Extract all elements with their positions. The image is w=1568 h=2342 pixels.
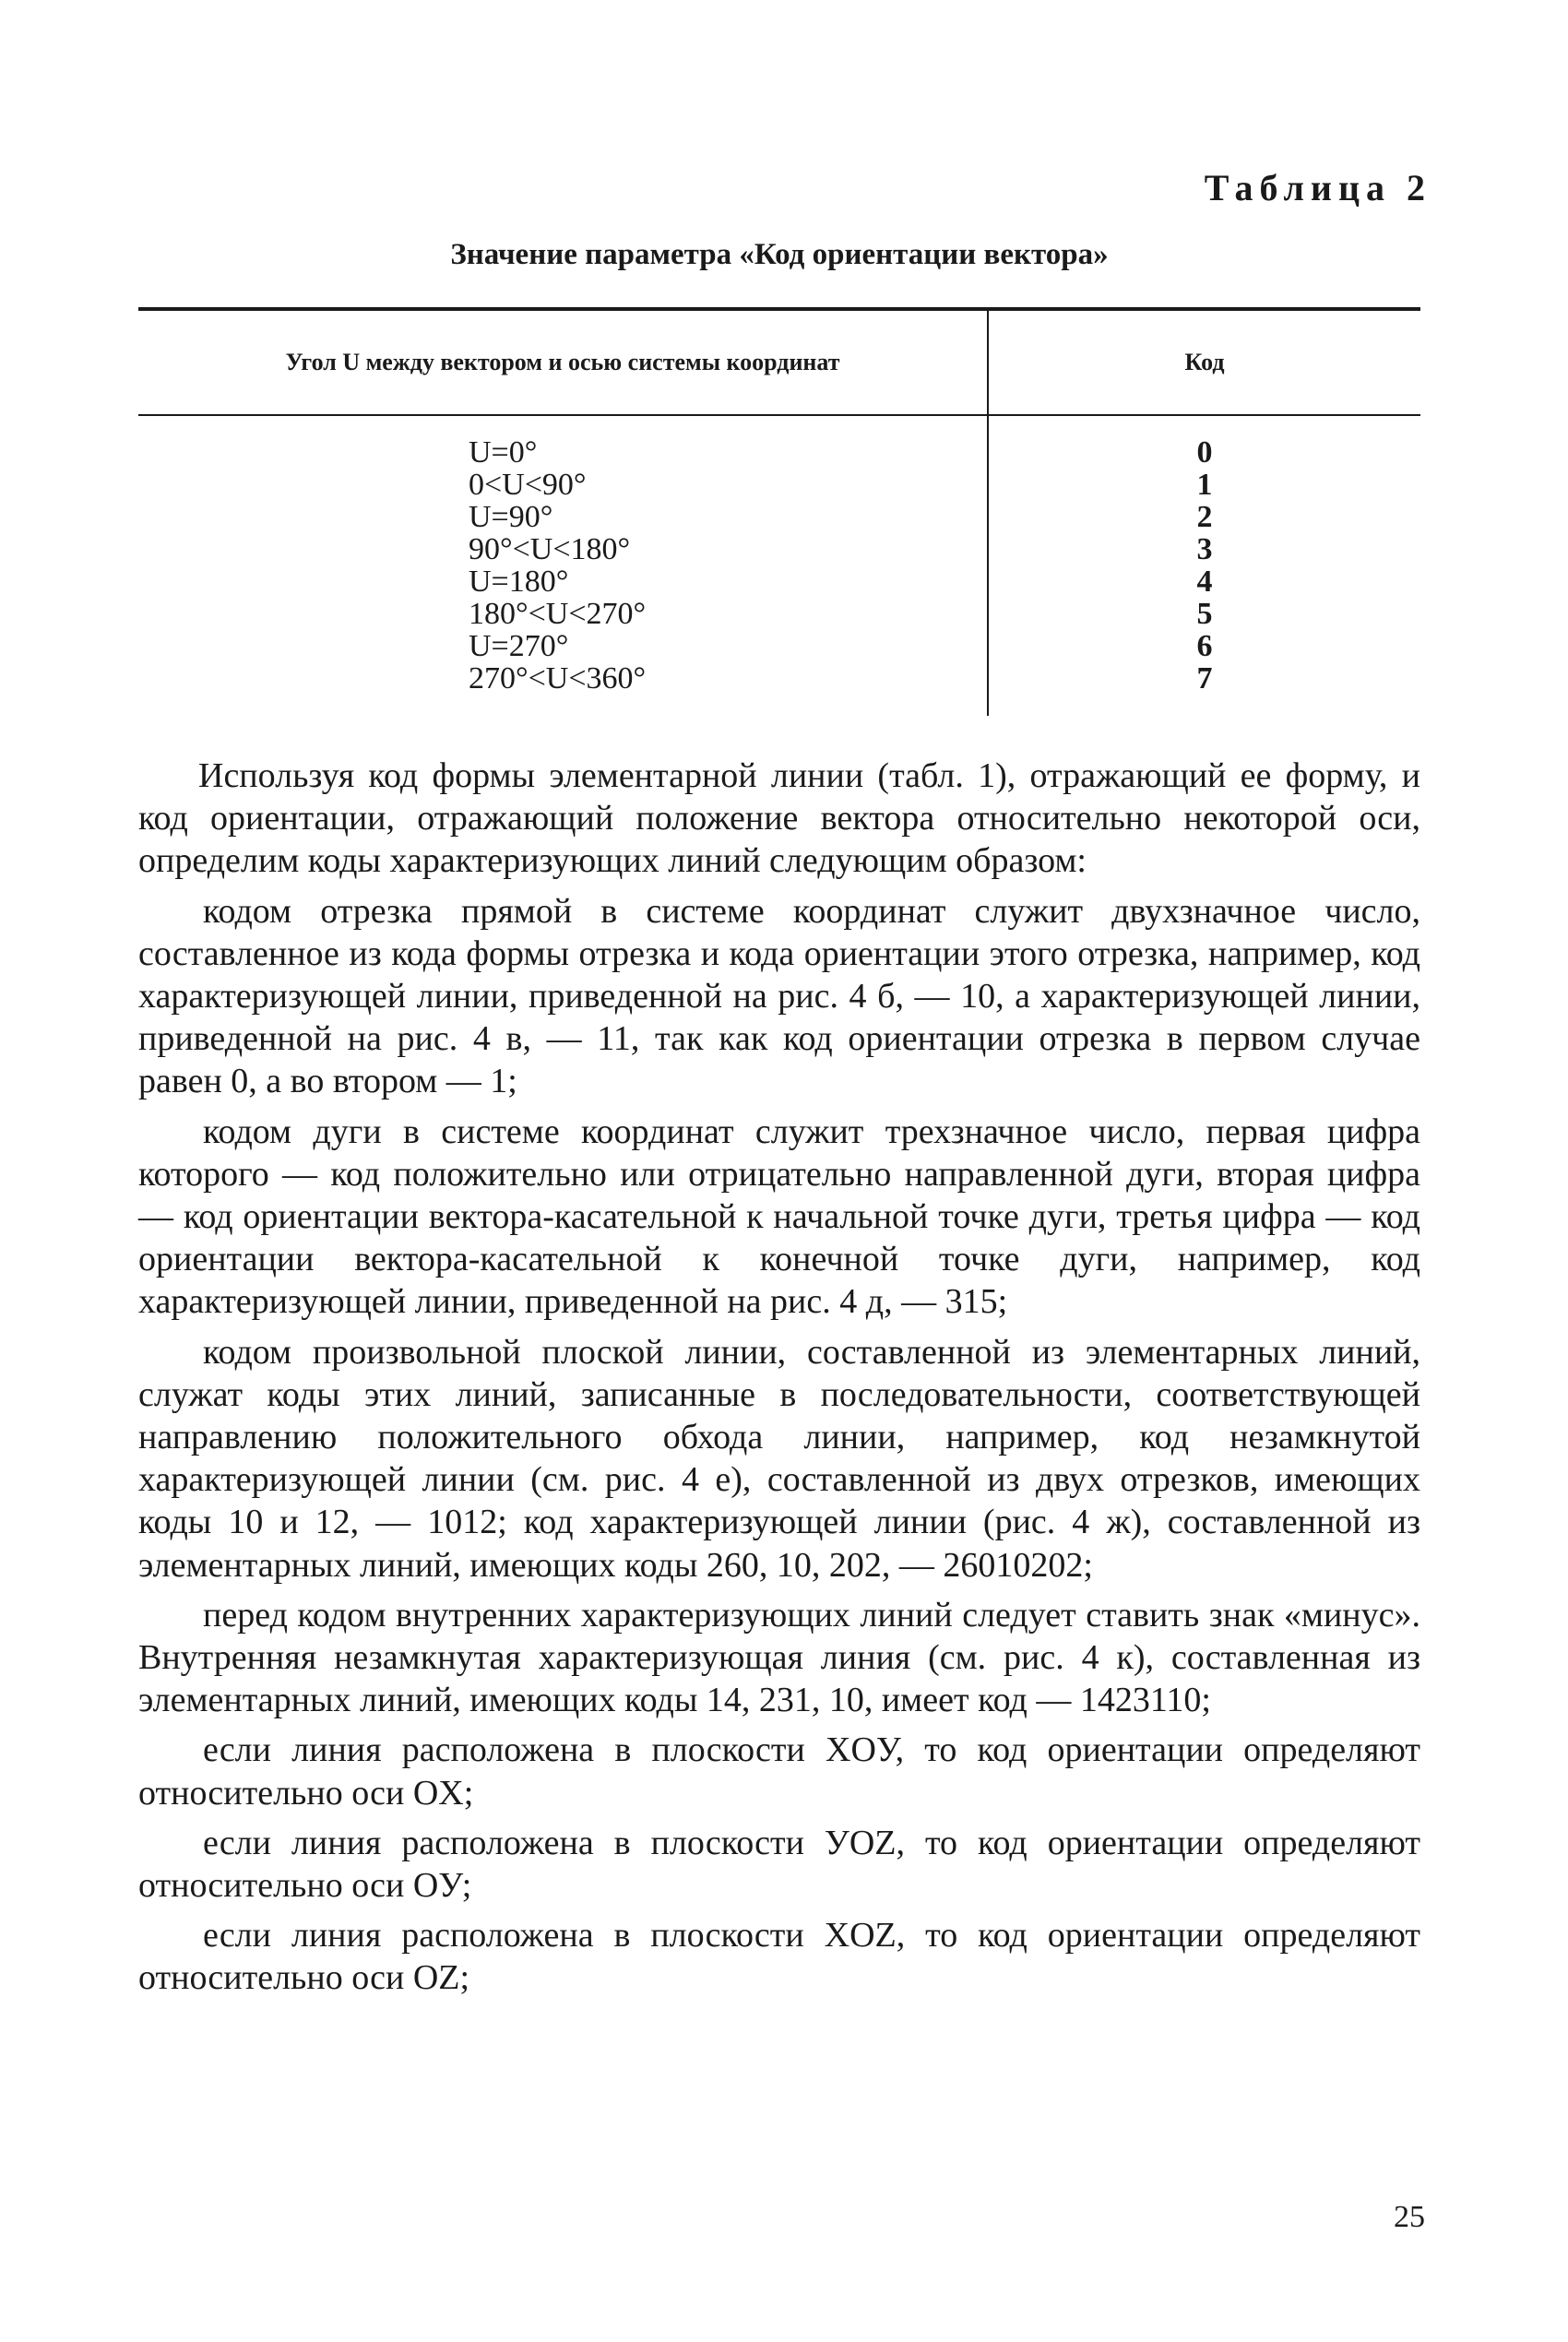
table-header-row — [138, 311, 1420, 414]
angle-cell: 0<U<90° — [469, 468, 587, 502]
table-body — [138, 416, 1420, 716]
angle-cell: U=90° — [469, 500, 553, 534]
angle-column — [138, 416, 989, 716]
paragraph: кодом дуги в системе координат служит трехзначное число, первая цифра которого — код положительно или отрицательно направленной дуги, вторая цифра — код ориентации вектора-касательной к начальной точке дуги, третья цифра — код ориентации вектора-касательной к конечной точке дуги, например, код характеризующей линии, приведенной на рис. 4 д, — 315; — [138, 1112, 1420, 1322]
code-cell: 3 — [1196, 532, 1213, 566]
paragraph: если линия расположена в плоскости XOZ, то код ориентации определяют относительно оси OZ; — [138, 1916, 1420, 1998]
paragraph: перед кодом внутренних характеризующих линий следует ставить знак «минус». Внутренняя незамкнутая характеризующая линия (см. рис. 4 к), составленная из элементарных линий, имеющих коды 14, 231, 10, имеет код — 1423110; — [138, 1595, 1420, 1720]
angle-cell: U=0° — [469, 435, 538, 470]
code-cell: 7 — [1196, 661, 1213, 695]
page-number: 25 — [1394, 2200, 1425, 2234]
paragraph: если линия расположена в плоскости XOУ, то код ориентации определяют относительно оси OX; — [138, 1730, 1420, 1813]
paragraph: если линия расположена в плоскости УOZ, то код ориентации определяют относительно оси OУ; — [138, 1823, 1420, 1906]
code-cell: 5 — [1196, 597, 1213, 631]
orientation-code-table — [138, 307, 1420, 716]
table-label: Таблица 2 — [1204, 167, 1431, 208]
code-cell: 4 — [1196, 565, 1213, 599]
body-text — [138, 755, 1420, 2007]
header-angle: Угол U между вектором и осью системы координат — [138, 311, 989, 414]
angle-cell: 90°<U<180° — [469, 532, 631, 566]
table-title: Значение параметра «Код ориентации вектора» — [450, 238, 1109, 271]
paragraph: Используя код формы элементарной линии (табл. 1), отражающий ее форму, и код ориентации, отражающий положение вектора относительно некоторой оси, определим коды характеризующих линий следующим образом: — [138, 756, 1420, 881]
code-cell: 6 — [1196, 629, 1213, 663]
code-cell: 1 — [1196, 468, 1213, 502]
code-cell: 2 — [1196, 500, 1213, 534]
header-code: Код — [1184, 349, 1225, 375]
angle-cell: U=270° — [469, 629, 569, 663]
paragraph: кодом отрезка прямой в системе координат служит двухзначное число, составленное из кода формы отрезка и кода ориентации этого отрезка, например, код характеризующей линии, приведенной на рис. 4 б, — 10, а характеризующей линии, приведенной на рис. 4 в, — 11, так как код ориентации отрезка в первом случае равен 0, а во втором — 1; — [138, 891, 1420, 1101]
code-cell: 0 — [1196, 435, 1213, 470]
angle-cell: U=180° — [469, 565, 569, 599]
angle-cell: 180°<U<270° — [469, 597, 647, 631]
paragraph: кодом произвольной плоской линии, составленной из элементарных линий, служат коды этих линий, записанные в последовательности, соответствующей направлению положительного обхода линии, например, код незамкнутой характеризующей линии (см. рис. 4 е), составленной из двух отрезков, имеющих коды 10 и 12, — 1012; код характеризующей линии (рис. 4 ж), составленной из элементарных линий, имеющих коды 260, 10, 202, — 26010202; — [138, 1332, 1420, 1585]
angle-cell: 270°<U<360° — [469, 661, 647, 695]
code-column — [989, 416, 1420, 716]
